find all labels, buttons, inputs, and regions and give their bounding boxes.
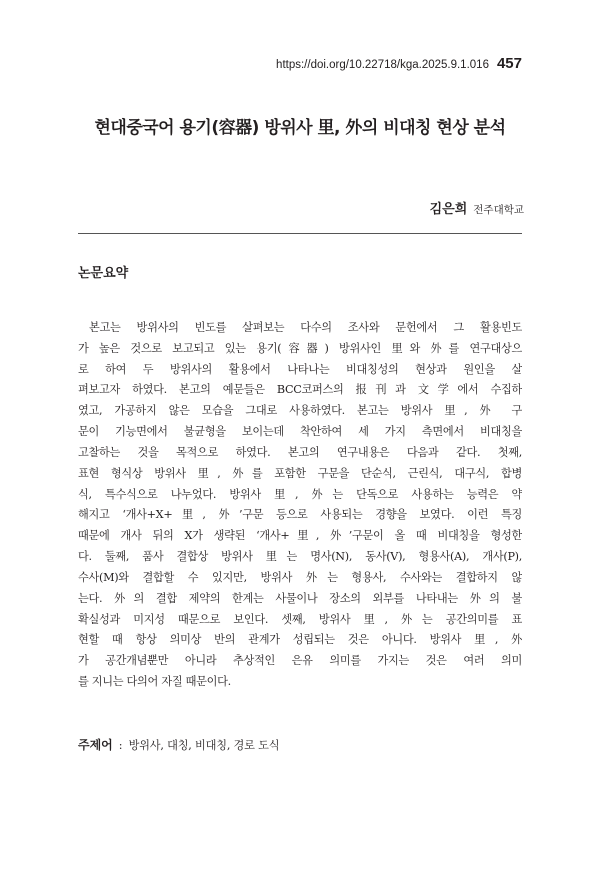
doi-link[interactable]: https://doi.org/10.22718/kga.2025.9.1.016 xyxy=(276,59,489,71)
running-header xyxy=(276,55,522,72)
abstract-line: 가 높은 것으로 보고되고 있는 용기(容器) 방위사인 里와 外를 연구대상으 xyxy=(78,341,522,355)
keywords-value: 방위사, 대칭, 비대칭, 경로 도식 xyxy=(128,739,280,752)
abstract-line: 고찰하는 것을 목적으로 하였다. 본고의 연구내용은 다음과 같다. 첫째, xyxy=(78,445,522,459)
abstract-line: 였고, 가공하지 않은 모습을 그대로 사용하였다. 본고는 방위사 里, 外 구 xyxy=(78,404,522,418)
abstract-line: 문이 기능면에서 불균형을 보이는데 착안하여 세 가지 측면에서 비대칭을 xyxy=(78,425,522,439)
author-name: 김은희 xyxy=(429,202,468,217)
keywords-label: 주제어 xyxy=(78,738,113,752)
page-number: 457 xyxy=(496,55,522,72)
abstract-line: 현할 때 항상 의미상 반의 관계가 성립되는 것은 아니다. 방위사 里, 外 xyxy=(78,633,522,647)
abstract-line: 확실성과 미지성 때문으로 보인다. 셋째, 방위사 里, 外는 공간의미를 표 xyxy=(78,612,522,626)
title-divider xyxy=(78,233,522,234)
abstract-heading: 논문요약 xyxy=(78,266,129,281)
abstract-line: 표현 형식상 방위사 里, 外를 포함한 구문을 단순식, 근린식, 대구식, 합병 xyxy=(78,466,522,480)
abstract-line: 펴보고자 하였다. 본고의 예문들은 BCC코퍼스의 报刊과 文学에서 수집하 xyxy=(78,383,522,397)
abstract-line: 는다. 外의 결합 제약의 한계는 사물이나 장소의 외부를 나타내는 外의 불 xyxy=(78,591,522,605)
author-line xyxy=(430,198,524,217)
abstract-line: 식, 특수식으로 나누었다. 방위사 里, 外는 단독으로 사용하는 능력은 약 xyxy=(78,487,522,501)
paper-title: 현대중국어 용기(容器) 방위사 里, 外의 비대칭 현상 분석 xyxy=(94,118,506,138)
author-affiliation: 전주대학교 xyxy=(473,204,524,216)
abstract-line: 가 공간개념뿐만 아니라 추상적인 은유 의미를 가지는 것은 여러 의미 xyxy=(78,654,522,668)
abstract-line: 본고는 방위사의 빈도를 살펴보는 다수의 조사와 문헌에서 그 활용빈도 xyxy=(89,321,522,334)
abstract-body xyxy=(78,318,522,693)
abstract-line: 해지고 ‘개사+X+里, 外’구문 등으로 사용되는 경향을 보였다. 이런 특징 xyxy=(78,508,522,522)
abstract-line: 때문에 개사 뒤의 X가 생략된 ‘개사+里, 外’구문이 올 때 비대칭을 형성한 xyxy=(78,529,522,543)
abstract-line: 수사(M)와 결합할 수 있지만, 방위사 外는 형용사, 수사와는 결합하지 않 xyxy=(78,570,522,584)
abstract-line: 를 지니는 다의어 자질 때문이다. xyxy=(78,675,231,689)
abstract-line: 다. 둘째, 품사 결합상 방위사 里는 명사(N), 동사(V), 형용사(A), 개사(P), xyxy=(78,550,522,564)
abstract-line: 로 하여 두 방위사의 활용에서 나타나는 비대칭성의 현상과 원인을 살 xyxy=(78,362,522,376)
keywords-line xyxy=(78,736,279,753)
keywords-separator: : xyxy=(118,739,123,752)
